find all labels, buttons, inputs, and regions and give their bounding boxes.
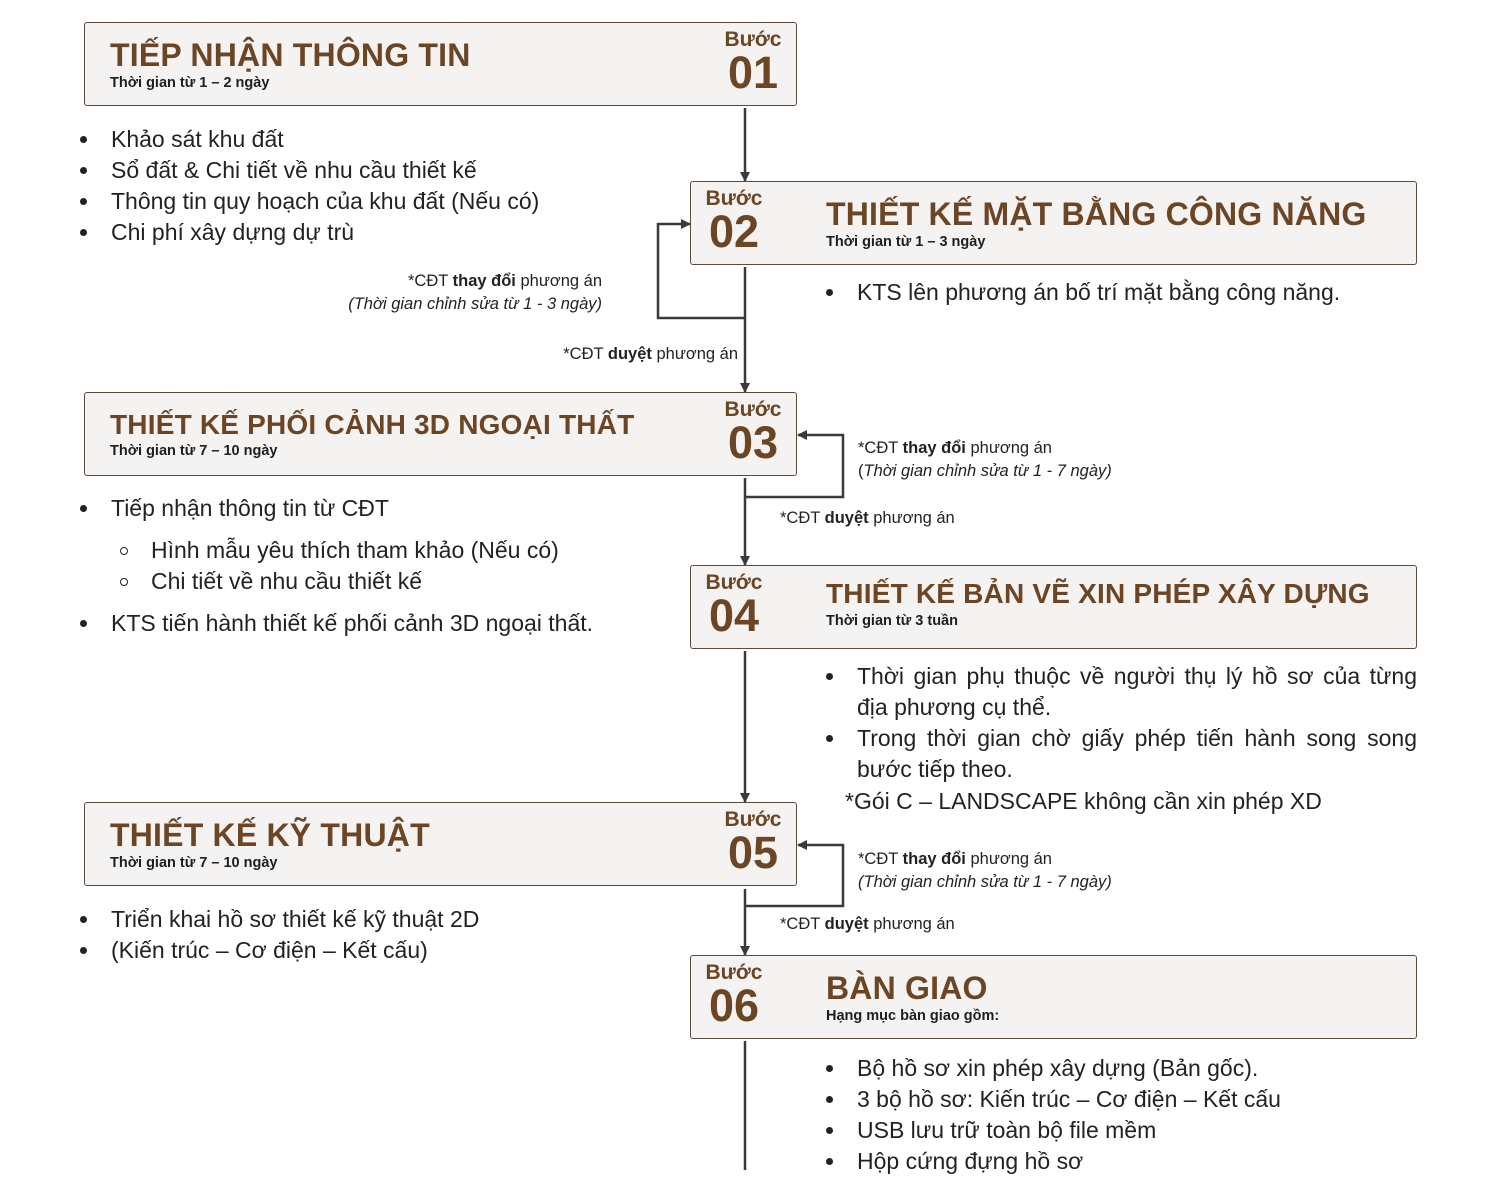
list-item: Chi phí xây dựng dự trù — [80, 217, 640, 248]
step-5-approve-note: *CĐT duyệt phương án — [780, 915, 955, 933]
step-5-change-note: *CĐT thay đổi phương án (Thời gian chỉnh sửa từ 1 - 7 ngày) — [858, 850, 1112, 891]
list-item: Trong thời gian chờ giấy phép tiến hành song song bước tiếp theo. — [826, 723, 1417, 785]
step-2-approve-note: *CĐT duyệt phương án — [563, 345, 738, 363]
step-2-title: THIẾT KẾ MẶT BẰNG CÔNG NĂNG — [826, 196, 1367, 232]
step-number: 04 — [708, 590, 760, 641]
list-item: USB lưu trữ toàn bộ file mềm — [826, 1115, 1426, 1146]
step-3-approve-note: *CĐT duyệt phương án — [780, 509, 955, 527]
step-number: 03 — [727, 417, 779, 468]
step-2-duration: Thời gian từ 1 – 3 ngày — [826, 234, 986, 250]
step-2-items — [826, 277, 1426, 308]
list-sub-item: Hình mẫu yêu thích tham khảo (Nếu có) — [120, 535, 700, 566]
step-1-duration: Thời gian từ 1 – 2 ngày — [110, 75, 270, 91]
step-3-items — [80, 493, 700, 639]
list-item: Bộ hồ sơ xin phép xây dựng (Bản gốc). — [826, 1053, 1426, 1084]
list-item: Hộp cứng đựng hồ sơ — [826, 1146, 1426, 1177]
step-3-box — [84, 392, 797, 476]
step-2-box — [690, 181, 1417, 265]
step-1-box — [84, 22, 797, 106]
step-5-badge — [708, 808, 798, 878]
step-5-items — [80, 904, 640, 966]
step-4-note: *Gói C – LANDSCAPE không cần xin phép XD — [845, 788, 1322, 814]
list-sub-item: Chi tiết về nhu cầu thiết kế — [120, 566, 700, 597]
step-4-title: THIẾT KẾ BẢN VẼ XIN PHÉP XÂY DỰNG — [826, 578, 1370, 609]
step-3-title: THIẾT KẾ PHỐI CẢNH 3D NGOẠI THẤT — [110, 409, 635, 440]
step-1-title: TIẾP NHẬN THÔNG TIN — [110, 37, 471, 73]
step-3-duration: Thời gian từ 7 – 10 ngày — [110, 443, 278, 459]
step-6-title: BÀN GIAO — [826, 970, 988, 1006]
step-1-badge — [708, 28, 798, 98]
step-5-title: THIẾT KẾ KỸ THUẬT — [110, 817, 430, 853]
revision-time: (Thời gian chỉnh sửa từ 1 - 3 ngày) — [348, 295, 602, 313]
step-3-badge — [708, 398, 798, 468]
step-badge-label: Bước — [705, 187, 763, 210]
step-4-box — [690, 565, 1417, 649]
revision-time: (Thời gian chỉnh sửa từ 1 - 7 ngày) — [858, 873, 1112, 891]
list-item: 3 bộ hồ sơ: Kiến trúc – Cơ điện – Kết cấu — [826, 1084, 1426, 1115]
list-item: Tiếp nhận thông tin từ CĐT — [80, 493, 700, 524]
step-number: 05 — [727, 827, 779, 878]
step-3-change-note: *CĐT thay đổi phương án (Thời gian chỉnh sửa từ 1 - 7 ngày) — [858, 439, 1112, 480]
step-number: 01 — [727, 47, 779, 98]
step-badge-label: Bước — [705, 961, 763, 984]
step-5-box — [84, 802, 797, 886]
list-item: Thông tin quy hoạch của khu đất (Nếu có) — [80, 186, 640, 217]
step-1-items — [80, 124, 640, 248]
step-number: 06 — [708, 980, 760, 1031]
step-2-change-note: *CĐT thay đổi phương án (Thời gian chỉnh sửa từ 1 - 3 ngày) — [348, 272, 602, 313]
step-6-box — [690, 955, 1417, 1039]
step-4-items — [826, 661, 1417, 785]
step-4-duration: Thời gian từ 3 tuần — [826, 613, 958, 629]
step-4-badge — [689, 571, 779, 641]
step-badge-label: Bước — [724, 808, 782, 831]
revision-time: Thời gian chỉnh sửa từ 1 - 7 ngày) — [863, 462, 1112, 480]
step-badge-label: Bước — [724, 28, 782, 51]
list-item: Sổ đất & Chi tiết về nhu cầu thiết kế — [80, 155, 640, 186]
step-badge-label: Bước — [724, 398, 782, 421]
step-5-duration: Thời gian từ 7 – 10 ngày — [110, 855, 278, 871]
step-6-items — [826, 1053, 1426, 1177]
list-item: Khảo sát khu đất — [80, 124, 640, 155]
list-item: KTS tiến hành thiết kế phối cảnh 3D ngoại thất. — [80, 608, 700, 639]
list-item: Triển khai hồ sơ thiết kế kỹ thuật 2D — [80, 904, 640, 935]
step-number: 02 — [708, 206, 760, 257]
list-item: Thời gian phụ thuộc về người thụ lý hồ sơ của từng địa phương cụ thể. — [826, 661, 1417, 723]
list-item: (Kiến trúc – Cơ điện – Kết cấu) — [80, 935, 640, 966]
step-badge-label: Bước — [705, 571, 763, 594]
list-item: KTS lên phương án bố trí mặt bằng công năng. — [826, 277, 1426, 308]
step-6-badge — [689, 961, 779, 1031]
step-6-handover-label: Hạng mục bàn giao gồm: — [826, 1008, 1000, 1024]
step-2-badge — [689, 187, 779, 257]
